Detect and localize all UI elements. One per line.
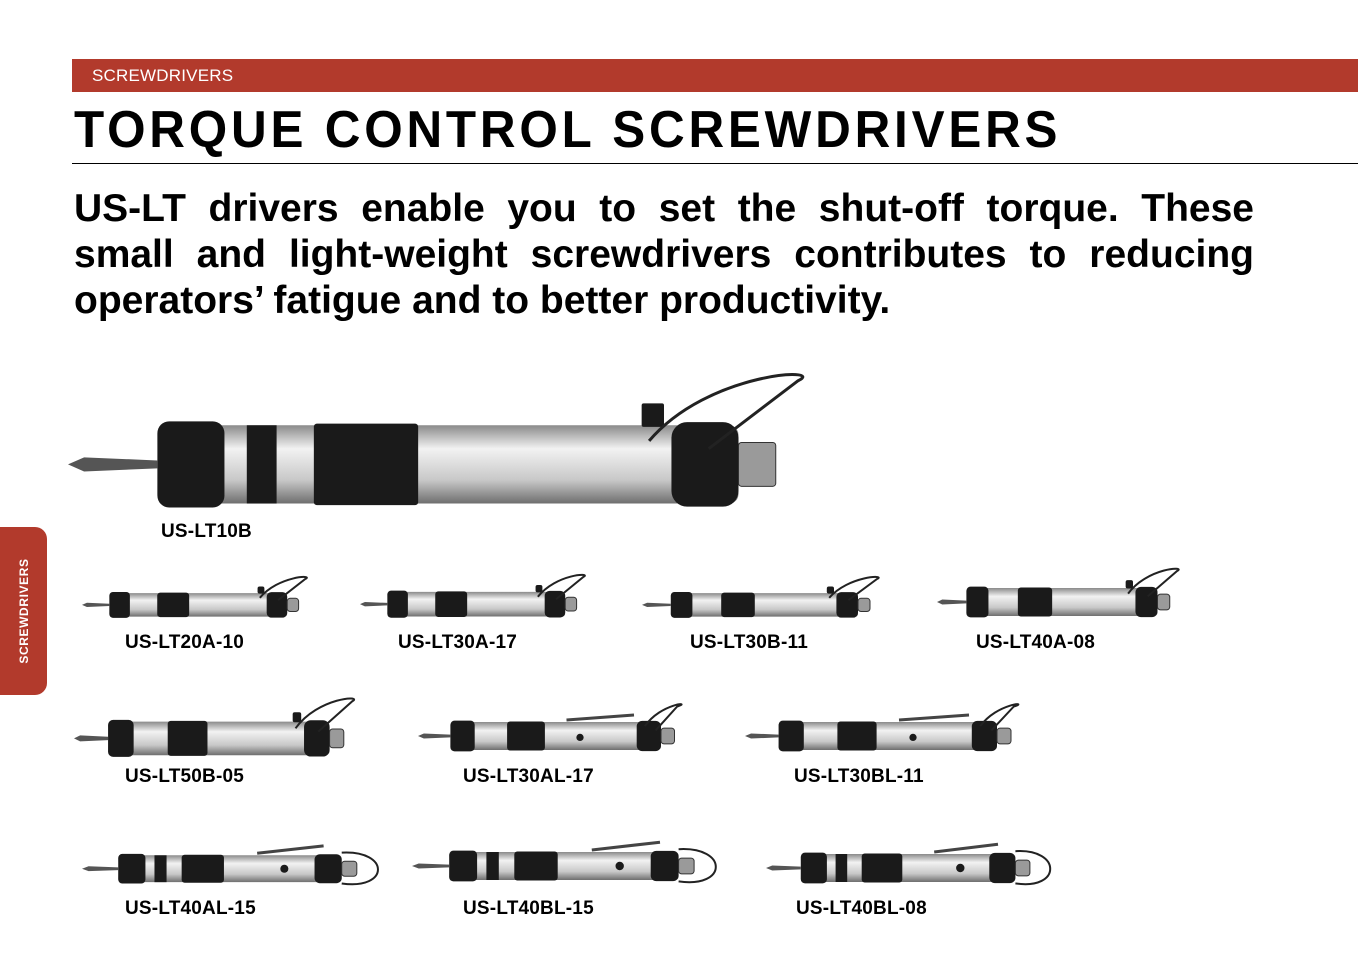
screwdriver-image bbox=[82, 838, 384, 886]
screwdriver-image bbox=[360, 576, 588, 620]
product-model-label: US-LT30AL-17 bbox=[463, 766, 594, 787]
side-section-tab[interactable] bbox=[0, 527, 47, 695]
product-model-label: US-LT30B-11 bbox=[690, 632, 808, 653]
screwdriver-image bbox=[74, 700, 358, 760]
screwdriver-image bbox=[418, 704, 688, 754]
product-model-label: US-LT20A-10 bbox=[125, 632, 245, 653]
product-model-label: US-LT10B bbox=[161, 521, 252, 542]
screwdriver-image bbox=[412, 834, 722, 884]
product-model-label: US-LT40BL-15 bbox=[463, 898, 594, 919]
product-model-label: US-LT50B-05 bbox=[125, 766, 245, 787]
product-model-label: US-LT40BL-08 bbox=[796, 898, 927, 919]
side-tab-label: SCREWDRIVERS bbox=[16, 558, 31, 664]
product-model-label: US-LT40AL-15 bbox=[125, 898, 256, 919]
screwdriver-image bbox=[82, 578, 310, 620]
screwdriver-image bbox=[642, 578, 882, 620]
page-title: TORQUE CONTROL SCREWDRIVERS bbox=[74, 101, 1062, 159]
screwdriver-image bbox=[766, 836, 1056, 886]
product-model-label: US-LT30BL-11 bbox=[794, 766, 924, 787]
screwdriver-image bbox=[68, 378, 813, 513]
product-model-label: US-LT40A-08 bbox=[976, 632, 1096, 653]
screwdriver-image bbox=[745, 704, 1025, 754]
section-label: SCREWDRIVERS bbox=[92, 66, 234, 85]
screwdriver-image bbox=[937, 570, 1182, 620]
product-model-label: US-LT30A-17 bbox=[398, 632, 518, 653]
section-header-bar bbox=[72, 59, 1358, 92]
title-divider bbox=[72, 163, 1358, 164]
intro-text: US-LT drivers enable you to set the shut-off torque. These small and light-weight screwdrivers contributes to reducing operators’ fatigue and to better productivity. bbox=[74, 187, 1254, 322]
